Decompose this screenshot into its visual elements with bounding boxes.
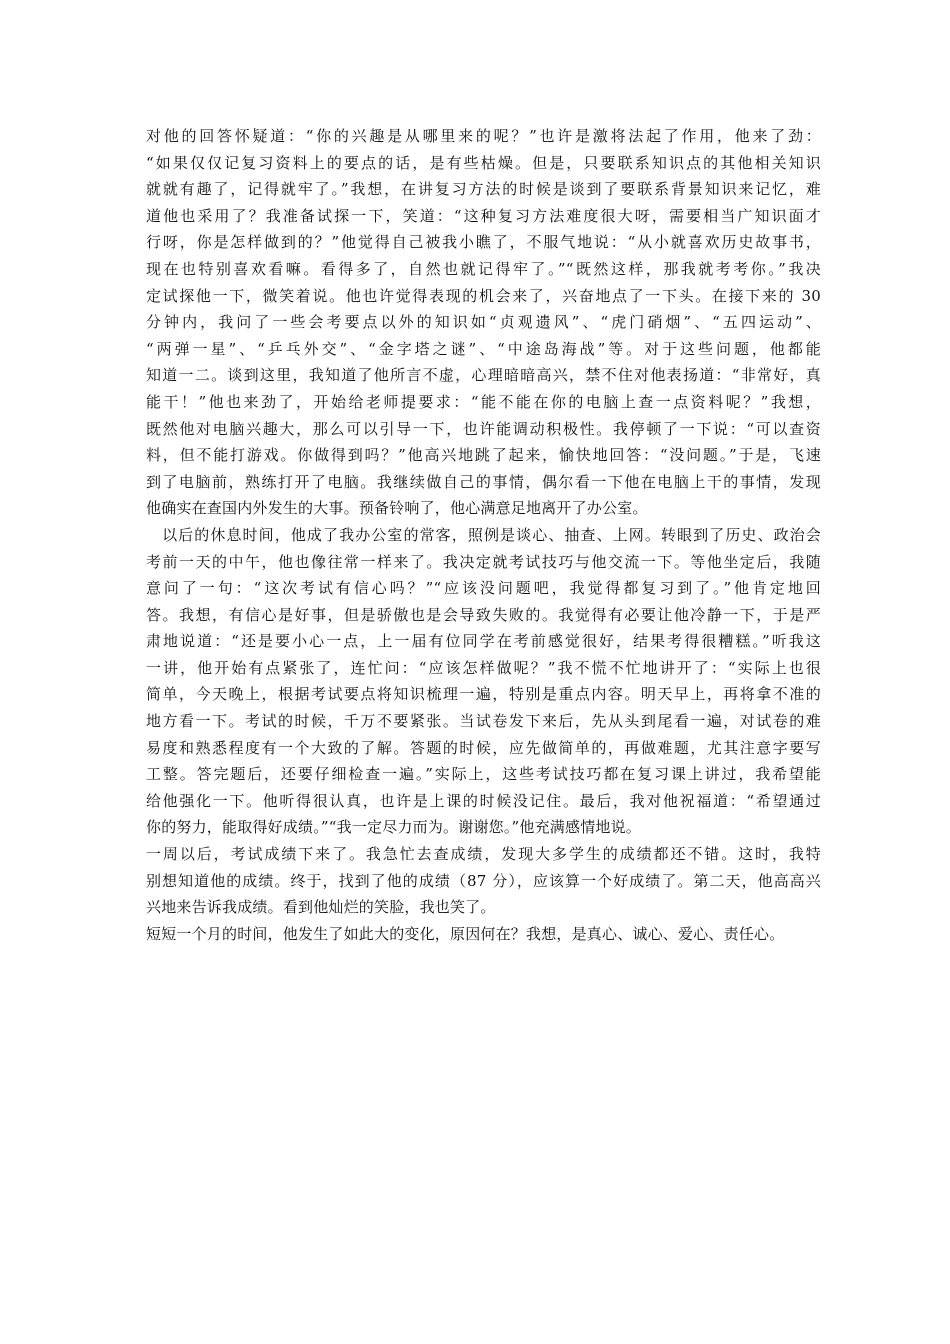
document-body bbox=[146, 123, 821, 947]
text-line: 能干！”他也来劲了，开始给老师提要求：“能不能在你的电脑上查一点资料呢？”我想， bbox=[146, 392, 821, 411]
text-line: 料，但不能打游戏。你做得到吗？”他高兴地跳了起来，愉快地回答：“没问题。”于是，飞速 bbox=[146, 446, 821, 465]
text-line: 对他的回答怀疑道：“你的兴趣是从哪里来的呢？”也许是激将法起了作用，他来了劲： bbox=[146, 127, 821, 145]
text-line: 以后的休息时间，他成了我办公室的常客，照例是谈心、抽查、上网。转眼到了历史、政治会 bbox=[146, 525, 821, 544]
text-line: 就就有趣了，记得就牢了。”我想，在讲复习方法的时候是谈到了要联系背景知识来记忆，难 bbox=[146, 180, 821, 199]
text-line: 给他强化一下。他听得很认真，也许是上课的时候没记住。最后，我对他祝福道：“希望通过 bbox=[146, 791, 821, 810]
text-line: 考前一天的中午，他也像往常一样来了。我决定就考试技巧与他交流一下。等他坐定后，我随 bbox=[146, 552, 821, 571]
text-line: 知道一二。谈到这里，我知道了他所言不虚，心理暗暗高兴，禁不住对他表扬道：“非常好，真 bbox=[146, 366, 821, 385]
text-line: 短短一个月的时间，他发生了如此大的变化，原因何在？我想，是真心、诚心、爱心、责任心。 bbox=[146, 924, 785, 943]
text-line: 易度和熟悉程度有一个大致的了解。答题的时候，应先做简单的，再做难题，尤其注意字要写 bbox=[146, 738, 821, 757]
text-line: “如果仅仅记复习资料上的要点的话，是有些枯燥。但是，只要联系知识点的其他相关知识 bbox=[146, 153, 821, 172]
text-line: “两弹一星”、“乒乓外交”、“金字塔之谜”、“中途岛海战”等。对于这些问题，他都能 bbox=[146, 339, 821, 358]
text-line: 意问了一句：“这次考试有信心吗？”“应该没问题吧，我觉得都复习到了。”他肯定地回 bbox=[146, 579, 821, 598]
text-line: 行呀，你是怎样做到的？”他觉得自己被我小瞧了，不服气地说：“从小就喜欢历史故事书， bbox=[146, 233, 821, 252]
text-line: 肃地说道：“还是要小心一点，上一届有位同学在考前感觉很好，结果考得很糟糕。”听我这 bbox=[146, 632, 821, 651]
text-line: 分钟内，我问了一些会考要点以外的知识如“贞观遗风”、“虎门硝烟”、“五四运动”、 bbox=[146, 313, 821, 332]
text-line: 到了电脑前，熟练打开了电脑。我继续做自己的事情，偶尔看一下他在电脑上干的事情，发现 bbox=[146, 472, 821, 491]
text-line: 别想知道他的成绩。终于，找到了他的成绩（87 分），应该算一个好成绩了。第二天，他高高兴 bbox=[146, 871, 821, 890]
text-line: 现在也特别喜欢看嘛。看得多了，自然也就记得牢了。”“既然这样，那我就考考你。”我决 bbox=[146, 259, 821, 278]
text-line: 他确实在查国内外发生的大事。预备铃响了，他心满意足地离开了办公室。 bbox=[146, 499, 648, 518]
text-line: 答。我想，有信心是好事，但是骄傲也是会导致失败的。我觉得有必要让他冷静一下，于是严 bbox=[146, 605, 821, 624]
text-line: 一讲，他开始有点紧张了，连忙问：“应该怎样做呢？”我不慌不忙地讲开了：“实际上也很 bbox=[146, 658, 821, 677]
text-line: 工整。答完题后，还要仔细检查一遍。”实际上，这些考试技巧都在复习课上讲过，我希望能 bbox=[146, 765, 821, 784]
text-line: 简单，今天晚上，根据考试要点将知识梳理一遍，特别是重点内容。明天早上，再将拿不准的 bbox=[146, 685, 821, 704]
text-line: 兴地来告诉我成绩。看到他灿烂的笑脸，我也笑了。 bbox=[146, 898, 496, 917]
text-line: 既然他对电脑兴趣大，那么可以引导一下，也许能调动积极性。我停顿了一下说：“可以查资 bbox=[146, 419, 821, 438]
text-line: 定试探他一下，微笑着说。他也许觉得表现的机会来了，兴奋地点了一下头。在接下来的 30 bbox=[146, 286, 821, 305]
text-line: 你的努力，能取得好成绩。”“我一定尽力而为。谢谢您。”他充满感情地说。 bbox=[146, 818, 642, 837]
text-line: 道他也采用了？我准备试探一下，笑道：“这种复习方法难度很大呀，需要相当广知识面才 bbox=[146, 206, 821, 225]
text-line: 地方看一下。考试的时候，千万不要紧张。当试卷发下来后，先从头到尾看一遍，对试卷的难 bbox=[146, 712, 821, 731]
text-line: 一周以后，考试成绩下来了。我急忙去查成绩，发现大多学生的成绩都还不错。这时，我特 bbox=[146, 845, 821, 864]
